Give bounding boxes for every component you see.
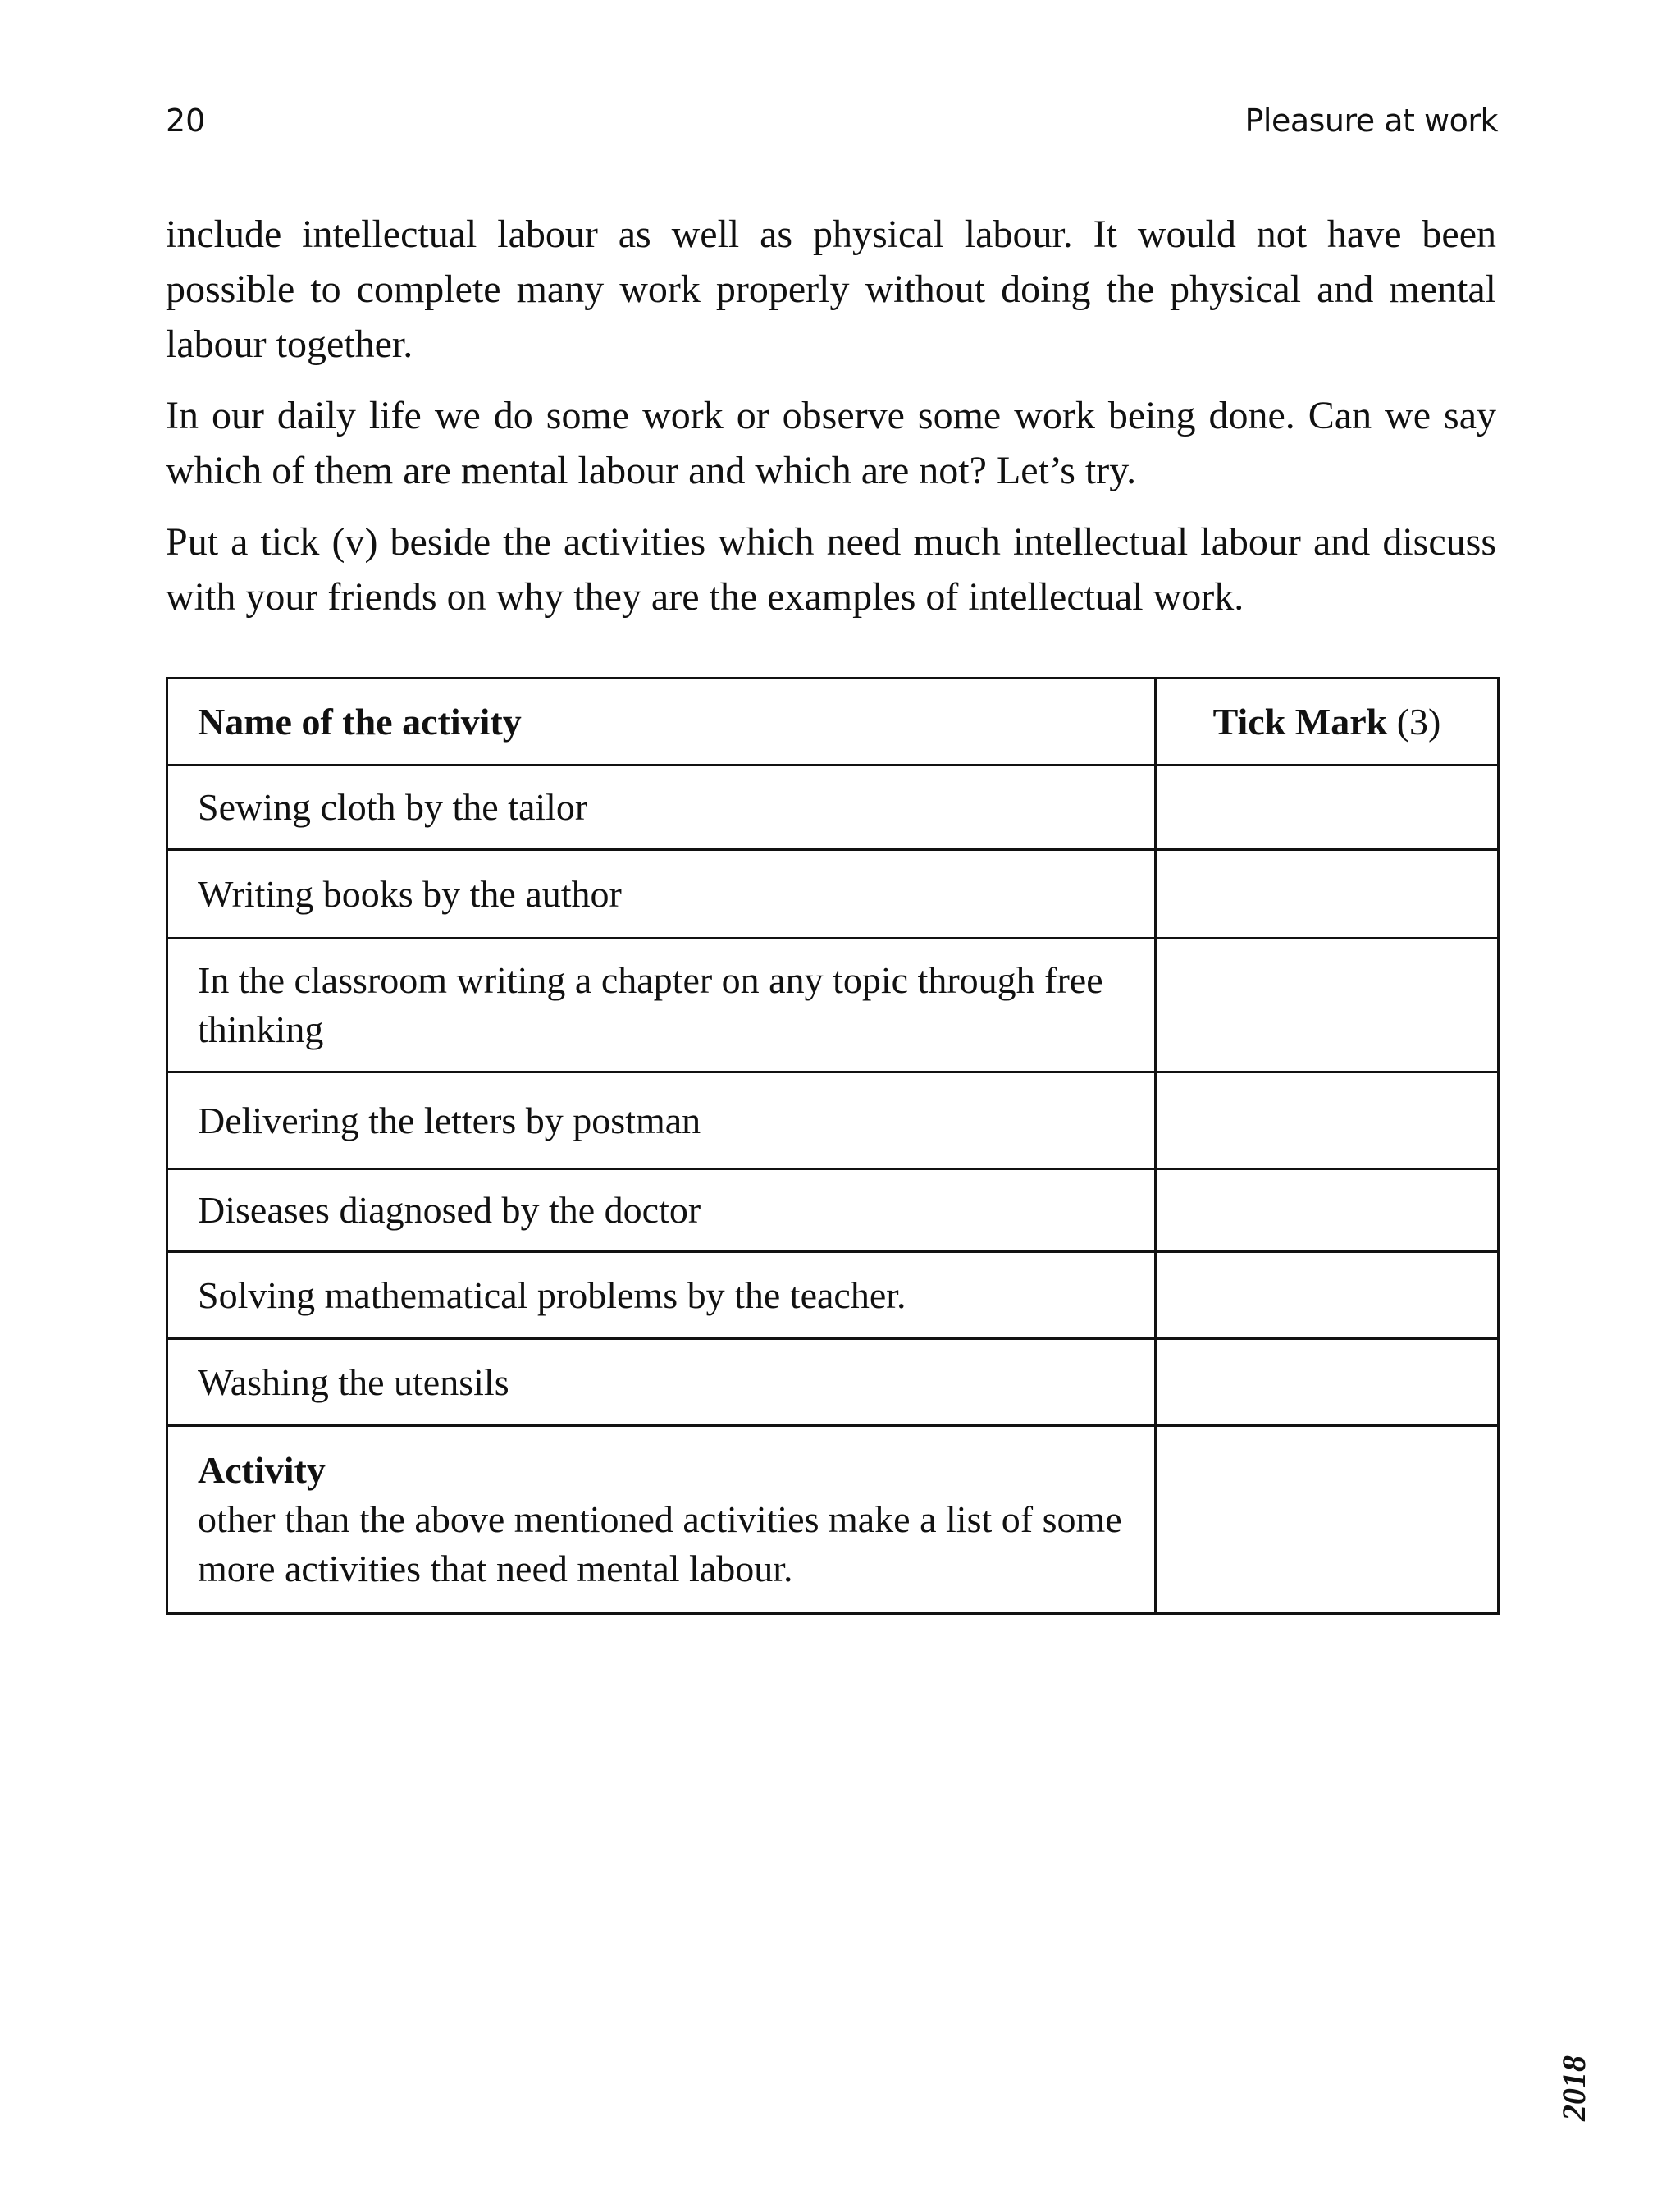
activity-cell: Writing books by the author [167,850,1156,939]
activity-cell: Washing the utensils [167,1339,1156,1426]
table-row [167,850,1499,939]
tick-cell[interactable] [1156,1252,1499,1339]
activity-cell: Solving mathematical problems by the teacher. [167,1252,1156,1339]
activity-cell [167,1426,1156,1614]
year-stamp: 2018 [1555,2055,1592,2121]
table-row-final-activity [167,1426,1499,1614]
tick-cell[interactable] [1156,766,1499,850]
header-activity-name: Name of the activity [167,679,1156,766]
tick-cell[interactable] [1156,1169,1499,1252]
activity-heading: Activity [198,1449,326,1491]
header-tick-label: Tick Mark [1212,700,1388,743]
table-row [167,1339,1499,1426]
table-row [167,1169,1499,1252]
activity-table [166,677,1500,1615]
paragraph-intro: include intellectual labour as well as physical labour. It would not have been possible to complete many work properly without doing the physical and mental labour together. [166,213,1496,366]
paragraph-daily-life: In our daily life we do some work or observe some work being done. Can we say which of them are mental labour and which are not? Let’s try. [166,394,1496,492]
tick-cell[interactable] [1156,1426,1499,1614]
table-header-row [167,679,1499,766]
header-tick-mark [1156,679,1499,766]
body-text [166,207,1496,641]
activity-cell: Diseases diagnosed by the doctor [167,1169,1156,1252]
paragraph-instructions: Put a tick (v) beside the activities which need much intellectual labour and discuss with your friends on why they are the examples of intellectual work. [166,520,1496,619]
tick-cell[interactable] [1156,939,1499,1072]
activity-cell: Delivering the letters by postman [167,1072,1156,1169]
tick-cell[interactable] [1156,1339,1499,1426]
chapter-title: Pleasure at work [1244,103,1498,139]
activity-cell: In the classroom writing a chapter on any topic through free thinking [167,939,1156,1072]
table-row [167,766,1499,850]
table-row [167,939,1499,1072]
activity-cell: Sewing cloth by the tailor [167,766,1156,850]
table-row [167,1252,1499,1339]
header-tick-symbol: (3) [1396,700,1441,743]
tick-cell[interactable] [1156,850,1499,939]
activity-instructions: other than the above mentioned activities make a list of some more activities that need mental labour. [198,1498,1122,1589]
tick-cell[interactable] [1156,1072,1499,1169]
table-row [167,1072,1499,1169]
page-number: 20 [166,103,206,139]
